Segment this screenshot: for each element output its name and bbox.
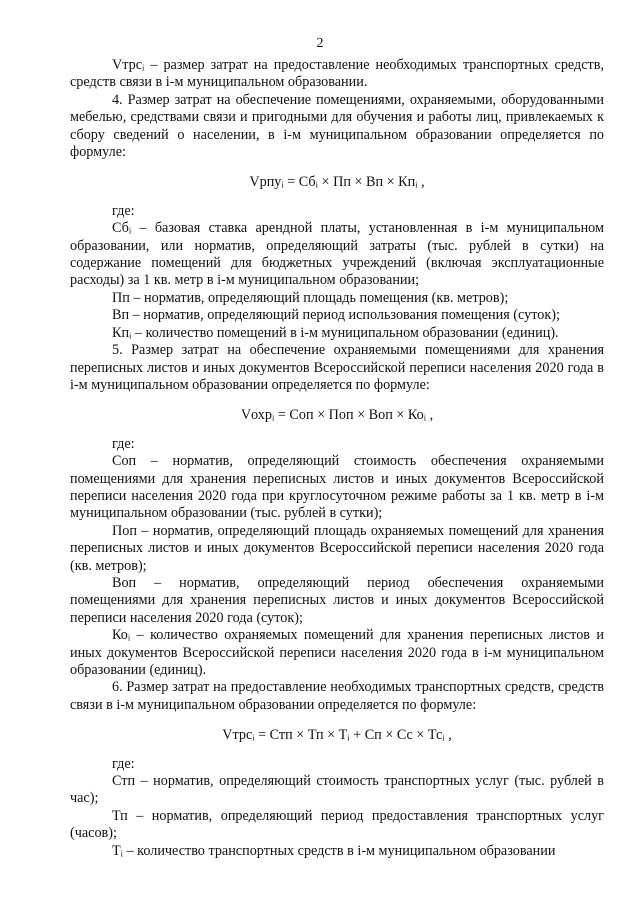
document-body [70,57,604,860]
paragraph: Поп – норматив, определяющий площадь охраняемых помещений для хранения переписных листов и иных документов Всероссийской переписи населения 2020 года (кв. метров); [70,522,604,574]
paragraph: Кпᵢ – количество помещений в i-м муниципальном образовании (единиц). [112,324,559,341]
formula: Vтрсᵢ = Стп × Тп × Тᵢ + Сп × Сс × Тсᵢ , [222,727,452,744]
paragraph: Соп – норматив, определяющий стоимость обеспечения охраняемыми помещениями для хранения переписных листов и иных документов Всероссийской переписи населения 2020 года при круглосуточном режиме работы за 1 кв. метр в i-м муниципальном образовании (тыс. рублей в сутки); [70,453,604,522]
where-label: где: [112,755,135,772]
where-label: где: [112,202,135,219]
paragraph: Сбᵢ – базовая ставка арендной платы, установленная в i-м муниципальном образовании, или норматив, определяющий затраты (тыс. рублей в сутки) на содержание помещений для бюджетных учреждений (включая эксплуатационные расходы) за 1 кв. метр в i-м муниципальном образовании; [70,220,604,289]
paragraph: Пп – норматив, определяющий площадь помещения (кв. метров); [112,289,509,306]
paragraph: Воп – норматив, определяющий период обеспечения охраняемыми помещениями для хранения переписных листов и иных документов Всероссийской переписи населения 2020 года (суток); [70,574,604,626]
paragraph: Тп – норматив, определяющий период предоставления транспортных услуг (часов); [70,807,604,842]
paragraph: Vтрсᵢ – размер затрат на предоставление необходимых транспортных средств, средств связи в i-м муниципальном образовании. [70,57,604,91]
paragraph: Вп – норматив, определяющий период использования помещения (суток); [112,307,560,324]
paragraph: Стп – норматив, определяющий стоимость транспортных услуг (тыс. рублей в час); [70,773,604,807]
page-number: 2 [316,36,324,51]
paragraph: 4. Размер затрат на обеспечение помещениями, охраняемыми, оборудованными мебелью, средствами связи и пригодными для обучения и работы лиц, привлекаемых к сбору сведений о населении, в i-м муниципальном образовании определяется по формуле: [70,91,604,161]
paragraph: 5. Размер затрат на обеспечение охраняемыми помещениями для хранения переписных листов и иных документов Всероссийской переписи населения 2020 года в i-м муниципальном образовании определяется по формуле: [70,342,604,393]
paragraph: Тᵢ – количество транспортных средств в i-м муниципальном образовании [112,842,556,859]
paragraph: 6. Размер затрат на предоставление необходимых транспортных средств, средств связи в i-м муниципальном образовании определяется по формуле: [70,679,604,713]
paragraph: Коᵢ – количество охраняемых помещений для хранения переписных листов и иных документов Всероссийской переписи населения 2020 года в i-м муниципальном образовании (единиц). [70,627,604,678]
where-label: где: [112,435,135,452]
formula: Vрпуᵢ = Сбᵢ × Пп × Вп × Кпᵢ , [249,174,425,191]
formula: Vохрᵢ = Соп × Поп × Воп × Коᵢ , [240,407,434,424]
